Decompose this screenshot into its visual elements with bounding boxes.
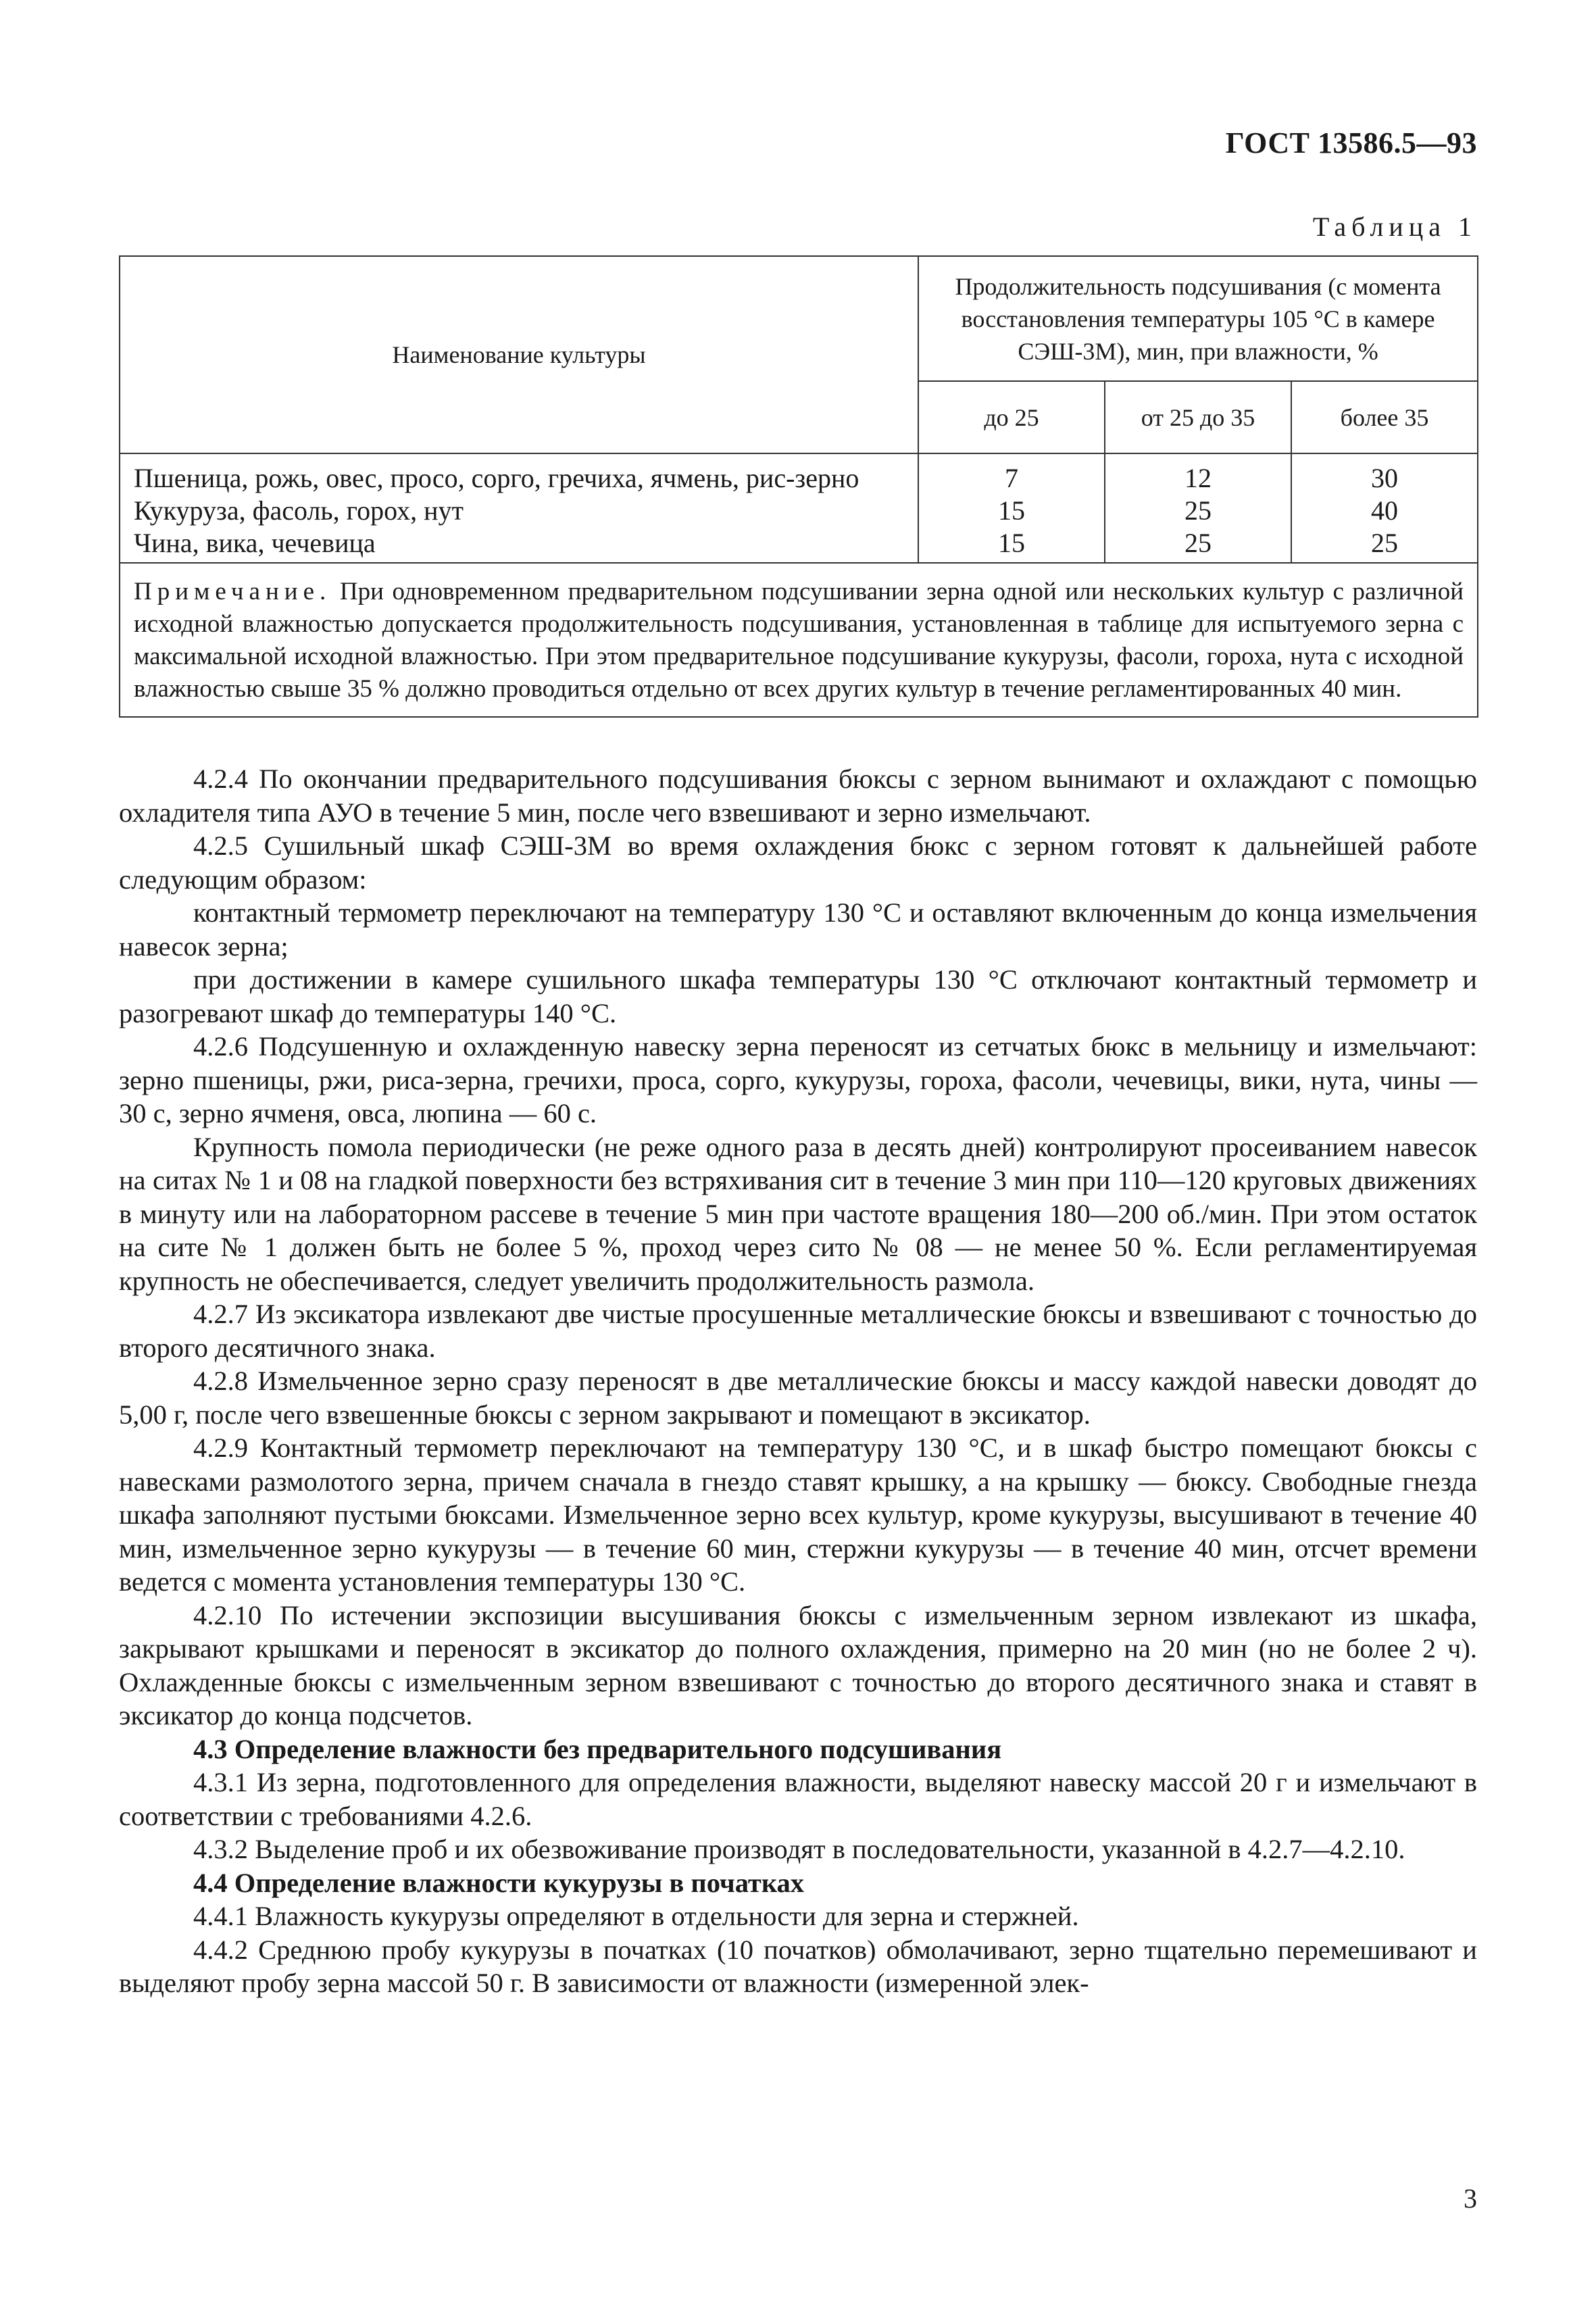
paragraph: 4.2.7 Из эксикатора извлекают две чистые просушенные металлические бюксы и взвешивают с точностью до второго десятичного знака. — [119, 1299, 1477, 1363]
table-note — [120, 563, 1478, 717]
table-row-name: Кукуруза, фасоль, горох, нут — [134, 495, 464, 526]
table-cell: 15 — [998, 495, 1025, 526]
paragraph: Крупность помола периодически (не реже одного раза в десять дней) контролируют просеиванием навесок на ситах № 1 и 08 на гладкой поверхности без встряхивания сит в течение 3 мин при 110—120 круговых движениях в минуту или на лабораторном рассеве в течение 5 мин при частоте вращения 180—200 об./мин. При этом остаток на сите № 1 должен быть не более 5 %, проход через сито № 08 — не менее 50 %. Если регламентируемая крупность не обеспечивается, следует увеличить продолжительность размола. — [119, 1131, 1477, 1296]
sub-header-3: более 35 — [1291, 381, 1478, 453]
table-values-col-2 — [1105, 453, 1291, 563]
note-text: При одновременном предварительном подсушивании зерна одной или нескольких культур с различной исходной влажностью допускается продолжительность подсушивания, установленная в таблице для испытуемого зерна с максимальной исходной влажностью. При этом предварительное подсушивание кукурузы, фасоли, гороха, нута с исходной влажностью свыше 35 % должно проводиться отдельно от всех других культур в течение регламентированных 40 мин. — [134, 578, 1464, 703]
table-cell: 30 — [1371, 463, 1399, 493]
body-text — [119, 762, 1477, 2000]
table-row-name: Чина, вика, чечевица — [134, 528, 376, 558]
table-1 — [119, 255, 1477, 718]
table-caption: Таблица 1 — [1312, 211, 1477, 242]
table-cell: 25 — [1184, 495, 1212, 526]
page-number: 3 — [1464, 2183, 1477, 2214]
table-cell: 25 — [1371, 528, 1399, 558]
col-header-duration: Продолжительность подсушивания (с момента восстановления температуры 105 °С в камере СЭШ-3М), мин, при влажности, % — [918, 256, 1478, 381]
paragraph: 4.2.5 Сушильный шкаф СЭШ-3М во время охлаждения бюкс с зерном готовят к дальнейшей работе следующим образом: — [119, 830, 1477, 895]
paragraph: 4.2.8 Измельченное зерно сразу переносят в две металлические бюксы и массу каждой навески доводят до 5,00 г, после чего взвешенные бюксы с зерном закрывают и помещают в эксикатор. — [119, 1366, 1477, 1430]
table-cell: 40 — [1371, 495, 1399, 526]
paragraph: 4.4.1 Влажность кукурузы определяют в отдельности для зерна и стержней. — [193, 1901, 1079, 1931]
table-row-name: Пшеница, рожь, овес, просо, сорго, гречиха, ячмень, рис-зерно — [134, 463, 859, 493]
paragraph: контактный термометр переключают на температуру 130 °С и оставляют включенным до конца измельчения навесок зерна; — [119, 897, 1477, 962]
paragraph: при достижении в камере сушильного шкафа температуры 130 °С отключают контактный термометр и разогревают шкаф до температуры 140 °С. — [119, 964, 1477, 1028]
section-heading: 4.3 Определение влажности без предварительного подсушивания — [193, 1733, 1002, 1764]
paragraph: 4.2.6 Подсушенную и охлажденную навеску зерна переносят из сетчатых бюкс в мельницу и измельчают: зерно пшеницы, ржи, риса-зерна, гречихи, проса, сорго, кукурузы, гороха, фасоли, чечевицы, вики, нута, чины — 30 с, зерно ячменя, овса, люпина — 60 с. — [119, 1031, 1477, 1128]
col-header-culture: Наименование культуры — [120, 256, 918, 453]
table-names-cell — [120, 453, 918, 563]
paragraph: 4.2.9 Контактный термометр переключают на температуру 130 °С, и в шкаф быстро помещают бюксы с навесками размолотого зерна, причем сначала в гнездо ставят крышку, а на крышку — бюксу. Свободные гнезда шкафа заполняют пустыми бюксами. Измельченное зерно всех культур, кроме кукурузы, высушивают в течение 40 мин, измельченное зерно кукурузы — в течение 60 мин, стержни кукурузы — в течение 40 мин, отсчет времени ведется с момента установления температуры 130 °С. — [119, 1433, 1477, 1597]
table-cell: 25 — [1184, 528, 1212, 558]
standard-header: ГОСТ 13586.5—93 — [1225, 126, 1477, 159]
paragraph: 4.3.2 Выделение проб и их обезвоживание производят в последовательности, указанной в 4.2.7—4.2.10. — [193, 1834, 1405, 1864]
sub-header-1: до 25 — [918, 381, 1105, 453]
table-values-col-1 — [918, 453, 1105, 563]
paragraph: 4.4.2 Среднюю пробу кукурузы в початках (10 початков) обмолачивают, зерно тщательно перемешивают и выделяют пробу зерна массой 50 г. В зависимости от влажности (измеренной элек- — [119, 1934, 1477, 1998]
table-cell: 15 — [998, 528, 1025, 558]
table-values-col-3 — [1291, 453, 1478, 563]
paragraph: 4.2.10 По истечении экспозиции высушивания бюксы с измельченным зерном извлекают из шкафа, закрывают крышками и переносят в эксикатор до полного охлаждения, примерно на 20 мин (но не более 2 ч). Охлажденные бюксы с измельченным зерном взвешивают с точностью до второго десятичного знака и ставят в эксикатор до конца подсчетов. — [119, 1599, 1477, 1731]
note-label: Примечание. — [134, 578, 332, 605]
paragraph: 4.2.4 По окончании предварительного подсушивания бюксы с зерном вынимают и охлаждают с помощью охладителя типа АУО в течение 5 мин, после чего взвешивают и зерно измельчают. — [119, 764, 1477, 828]
paragraph: 4.3.1 Из зерна, подготовленного для определения влажности, выделяют навеску массой 20 г и измельчают в соответствии с требованиями 4.2.6. — [119, 1767, 1477, 1831]
table-cell: 7 — [1005, 463, 1018, 493]
table-cell: 12 — [1184, 463, 1212, 493]
section-heading: 4.4 Определение влажности кукурузы в початках — [193, 1867, 805, 1898]
sub-header-2: от 25 до 35 — [1105, 381, 1291, 453]
